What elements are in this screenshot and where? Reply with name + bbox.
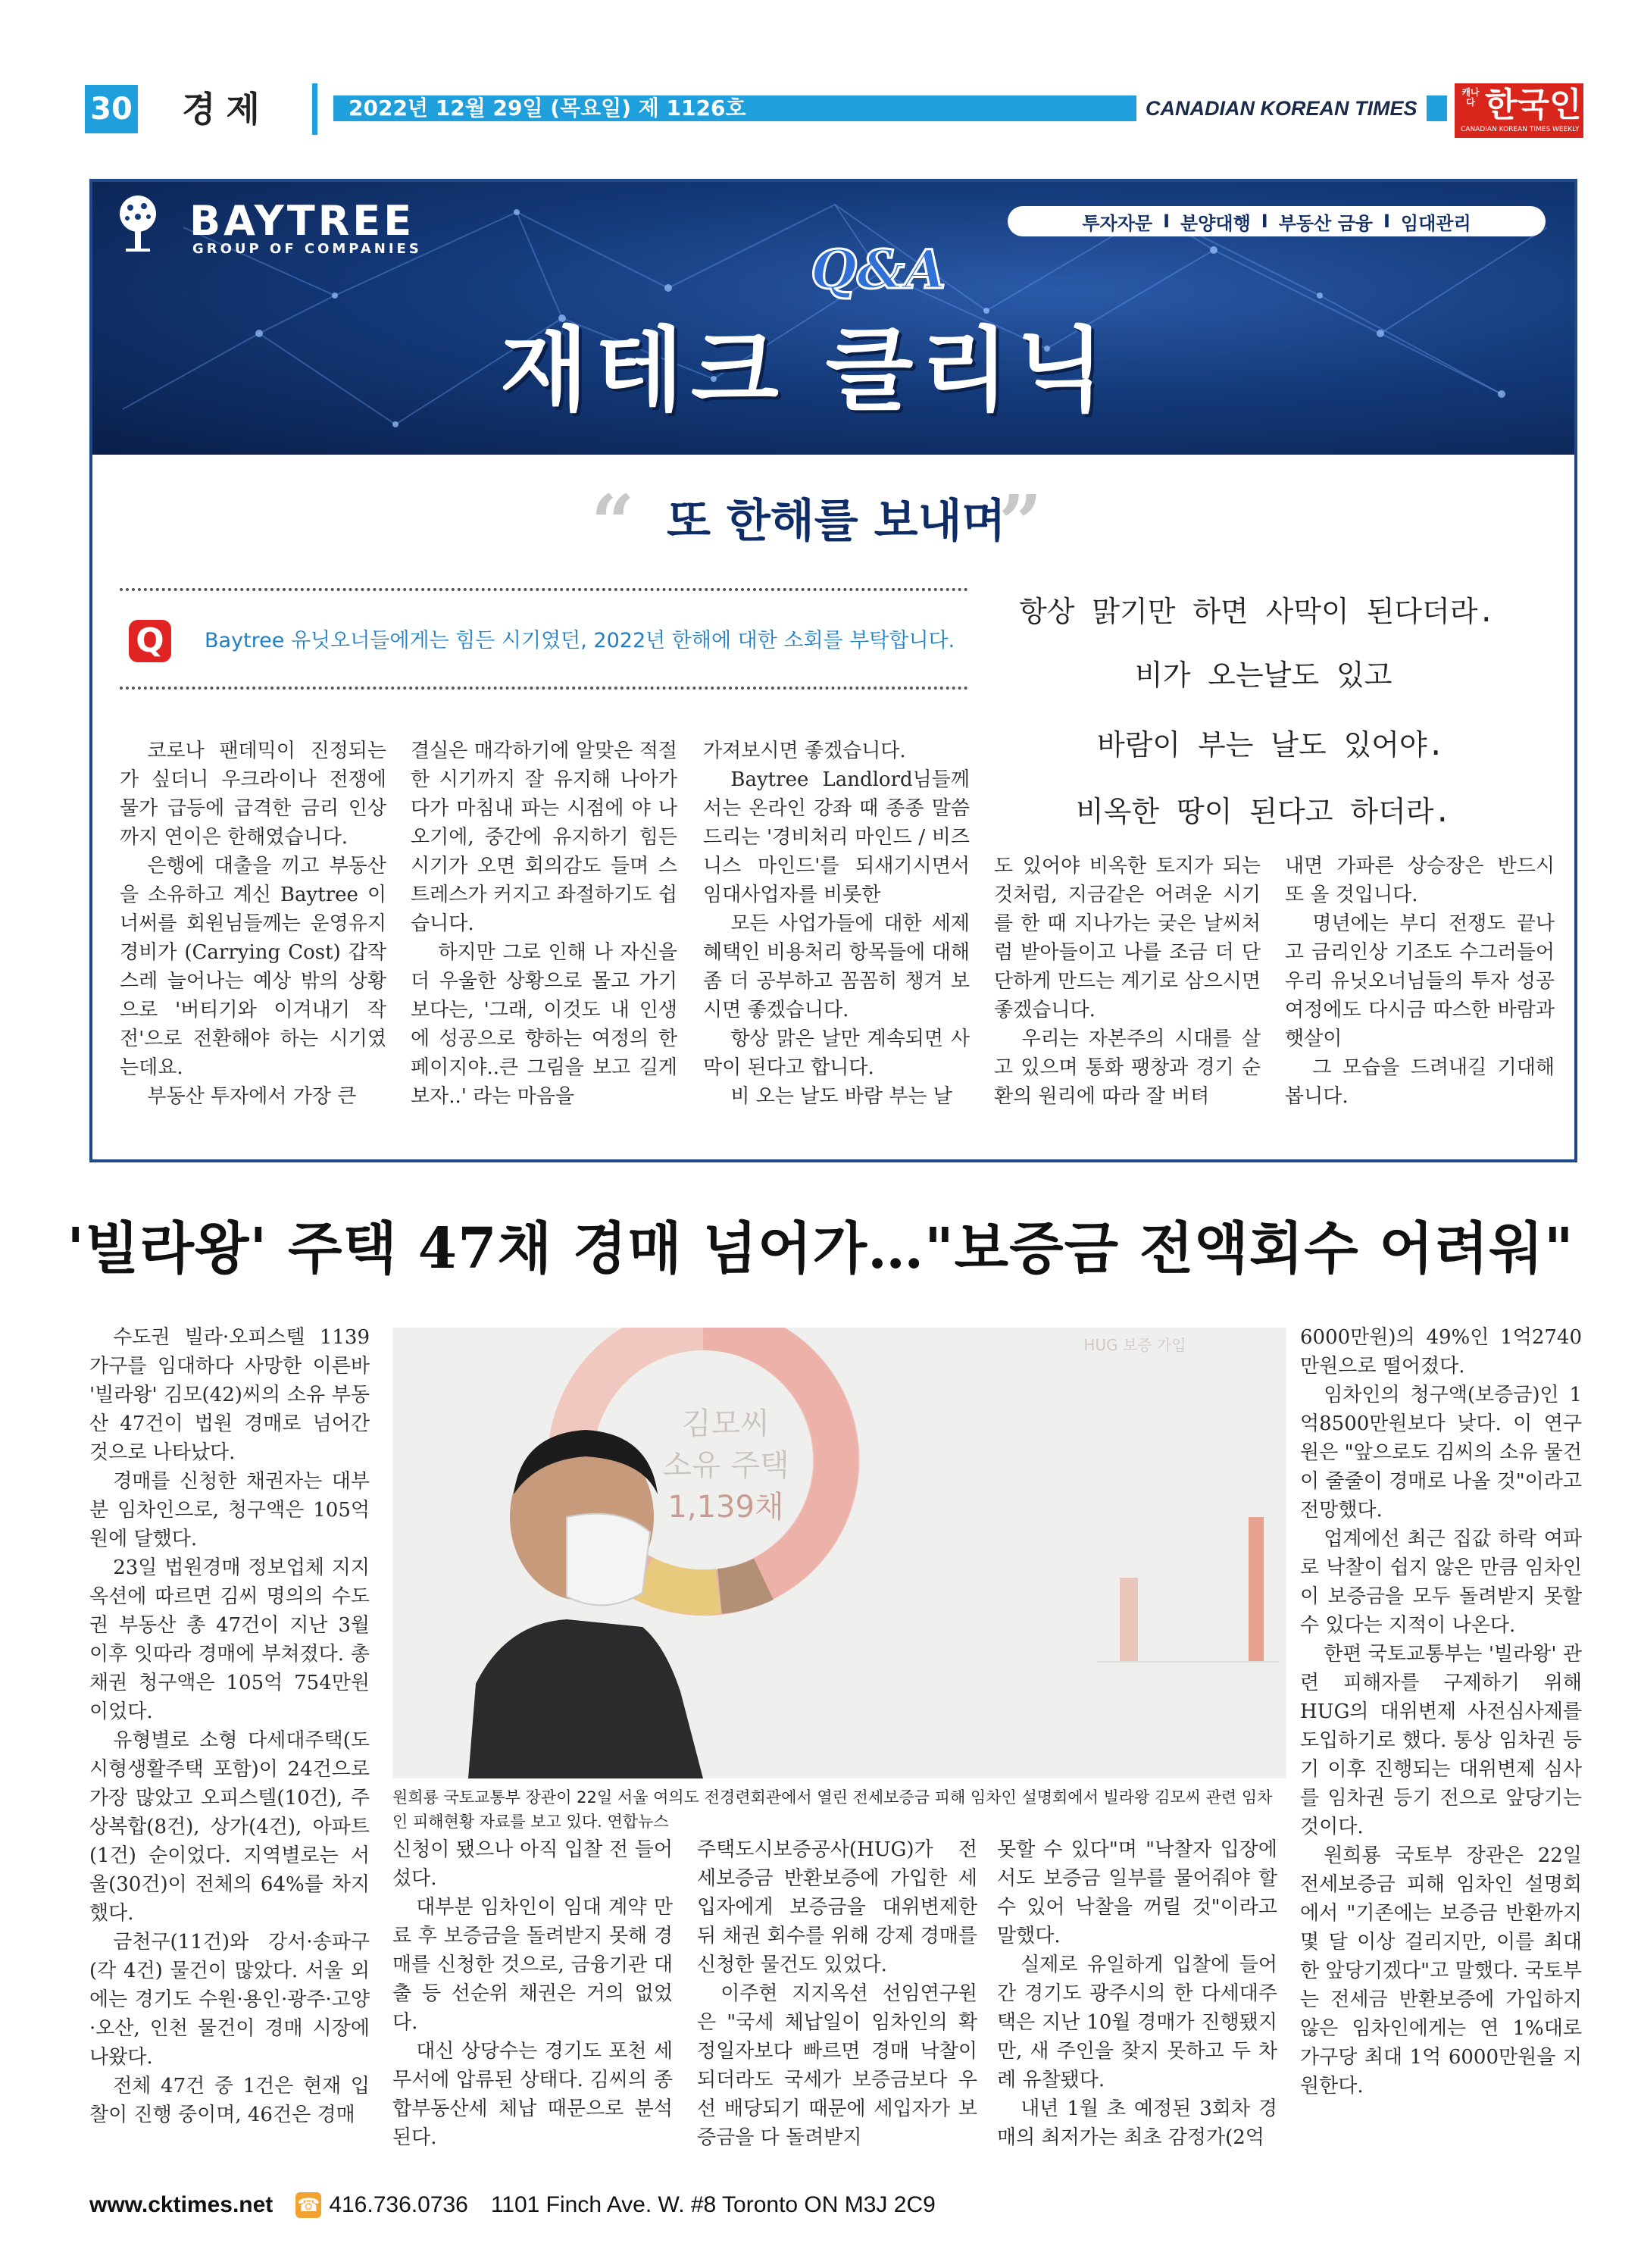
poem-line: 비가 오는날도 있고 [1135, 659, 1393, 692]
paragraph: 주택도시보증공사(HUG)가 전세보증금 반환보증에 가입한 세입자에게 보증금을 대위변제한 뒤 채권 회수를 위해 강제 경매를 신청한 물건도 있었다. [697, 1838, 977, 1976]
paragraph: Baytree Landlord님들께서는 온라인 강좌 때 종종 말씀드리는 '경비처리 마인드 / 비즈니스 마인드'를 되새기시면서 임대사업자를 비롯한 [703, 768, 970, 906]
company-name: BAYTREE [189, 197, 415, 245]
paper-logo-subtext: CANADIAN KOREAN TIMES WEEKLY [1461, 126, 1580, 133]
paper-logo-text: 한국인 [1485, 86, 1582, 124]
poem-line: 비옥한 땅이 된다고 하더라. [1076, 795, 1452, 828]
article-column [1300, 1323, 1582, 2101]
service-separator: I [1163, 211, 1171, 232]
paragraph: 23일 법원경매 정보업체 지지옥션에 따르면 김씨 명의의 수도권 부동산 총 47건이 지난 3월 이후 잇따라 경매에 부쳐졌다. 총 채권 청구액은 105억 754만원이었다. [89, 1556, 370, 1723]
paragraph: 항상 맑은 날만 계속되면 사막이 된다고 합니다. [703, 1028, 970, 1079]
page-number: 30 [85, 85, 138, 133]
website-link[interactable]: www.cktimes.net [89, 2192, 274, 2217]
address: 1101 Finch Ave. W. #8 Toronto ON M3J 2C9 [490, 2192, 936, 2217]
article-photo [392, 1328, 1286, 1778]
paragraph: 모든 사업가들에 대한 세제혜택인 비용처리 항목들에 대해 좀 더 공부하고 꼼꼼히 챙겨 보시면 좋겠습니다. [703, 912, 970, 1021]
phone-group [295, 2190, 468, 2220]
service-item: 투자자문 [1082, 212, 1153, 234]
answer-column [1285, 852, 1555, 1111]
dotted-divider [120, 687, 968, 690]
paragraph: 대부분 임차인이 임대 계약 만료 후 보증금을 돌려받지 못해 경매를 신청한 것으로, 금융기관 대출 등 선순위 채권은 거의 없었다. [392, 1896, 673, 2034]
paragraph: 내년 1월 초 예정된 3회차 경매의 최저가는 최초 감정가(2억 [997, 2098, 1277, 2149]
donut-value: 1,139채 [667, 1490, 784, 1525]
close-quote-icon: ” [999, 478, 1042, 568]
paragraph: 6000만원)의 49%인 1억2740만원으로 떨어졌다. [1300, 1326, 1582, 1378]
paragraph: 결실은 매각하기에 알맞은 적절한 시기까지 잘 유지해 나아가다가 마침내 파는 시점에 야 나오기에, 중간에 유지하기 힘든 시기가 오면 회의감도 들며 스트레스가 커지고 좌절하기도 쉽습니다. [411, 740, 677, 935]
paragraph: 신청이 됐으나 아직 입찰 전 들어섰다. [392, 1838, 673, 1890]
question-text: Baytree 유닛오너들에게는 힘든 시기였던, 2022년 한해에 대한 소회를 부탁합니다. [205, 629, 955, 652]
paragraph: 이주현 지지옥션 선임연구원은 "국세 체납일이 임차인의 확정일자보다 빠르면 경매 낙찰이 되더라도 국세가 보증금보다 우선 배당되기 때문에 세입자가 보증금을 다 돌려받지 [697, 1982, 977, 2149]
paragraph: 우리는 자본주의 시대를 살고 있으며 통화 팽창과 경기 순환의 원리에 따라 잘 버텨 [994, 1028, 1261, 1108]
phone-number: 416.736.0736 [329, 2192, 468, 2217]
section-divider [312, 83, 317, 135]
article-headline: '빌라왕' 주택 47채 경매 넘어가…"보증금 전액회수 어려워" [67, 1216, 1574, 1281]
service-separator: I [1383, 211, 1390, 232]
answer-column [703, 737, 970, 1111]
qa-subheading-text: 또 한해를 보내며 [667, 495, 1006, 548]
poem-line: 항상 맑기만 하면 사막이 된다더라. [1019, 595, 1496, 628]
qa-subheading [591, 491, 1006, 552]
company-subtitle: GROUP OF COMPANIES [192, 241, 422, 257]
phone-icon: ☎ [295, 2192, 321, 2218]
article-column [89, 1323, 370, 2129]
paragraph: 가져보시면 좋겠습니다. [703, 740, 906, 762]
clinic-title: 재테크 클리닉 [500, 318, 1112, 424]
paragraph: 은행에 대출을 끼고 부동산을 소유하고 계신 Baytree 이너써를 회원님들께는 운영유지경비가 (Carrying Cost) 갑작스레 늘어나는 예상 밖의 상황으로 '버티기와 이겨내기 작전'으로 전환해야 하는 시기였는데요. [120, 855, 386, 1079]
photo-caption: 원희룡 국토교통부 장관이 22일 서울 여의도 전경련회관에서 열린 전세보증금 피해 임차인 설명회에서 빌라왕 김모씨 관련 임차인 피해현황 자료를 보고 있다. 연합뉴스 [392, 1788, 1273, 1831]
paper-logo-side: 캐나다 [1461, 87, 1480, 108]
article-column [697, 1835, 977, 2152]
paragraph: 유형별로 소형 다세대주택(도시형생활주택 포함)이 24건으로 가장 많았고 오피스텔(10건), 주상복합(8건), 상가(4건), 아파트(1건) 순이었다. 지역별로는 서울(30건)이 전체의 64%를 차지했다. [89, 1729, 370, 1925]
paper-name: CANADIAN KOREAN TIMES [1136, 95, 1427, 121]
donut-label: 김모씨 [682, 1406, 770, 1441]
paragraph: 업계에선 최근 집값 하락 여파로 낙찰이 쉽지 않은 만큼 임차인이 보증금을 모두 돌려받지 못할 수 있다는 지적이 나온다. [1300, 1528, 1582, 1637]
answer-column [411, 737, 677, 1111]
donut-label: 소유 주택 [662, 1448, 789, 1483]
section-title: 경제 [182, 89, 270, 130]
tree-logo-icon [114, 194, 162, 255]
paragraph: 그 모습을 드려내길 기대해 봅니다. [1285, 1056, 1555, 1108]
qa-mark: Q&A [811, 238, 946, 301]
dotted-divider [120, 588, 968, 591]
paragraph: 명년에는 부디 전쟁도 끝나고 금리인상 기조도 수그러들어 우리 유닛오너님들의 투자 성공여정에도 다시금 따스한 바람과 햇살이 [1285, 912, 1555, 1050]
paragraph: 실제로 유일하게 입찰에 들어간 경기도 광주시의 한 다세대주택은 지난 10월 경매가 진행됐지만, 새 주인을 찾지 못하고 두 차례 유찰됐다. [997, 1954, 1277, 2091]
chart-top-label: HUG 보증 가입 [1083, 1336, 1186, 1354]
paragraph: 코로나 팬데믹이 진정되는가 싶더니 우크라이나 전쟁에 물가 급등에 급격한 금리 인상까지 연이은 한해였습니다. [120, 740, 386, 849]
paragraph: 전체 47건 중 1건은 현재 입찰이 진행 중이며, 46건은 경매 [89, 2075, 370, 2126]
paragraph: 경매를 신청한 채권자는 대부분 임차인으로, 청구액은 105억원에 달했다. [89, 1470, 370, 1550]
paragraph: 내면 가파른 상승장은 반드시 또 올 것입니다. [1285, 855, 1555, 906]
article-column [997, 1835, 1277, 2152]
paragraph: 부동산 투자에서 가장 큰 [147, 1085, 357, 1108]
service-item: 분양대행 [1180, 212, 1251, 234]
paragraph: 원희룡 국토부 장관은 22일 전세보증금 피해 임차인 설명회에서 "기존에는 보증금 반환까지 몇 달 이상 걸리지만, 이를 최대한 앞당기겠다"고 말했다. 국토부는 전세금 반환보증에 가입하지 않은 임차인에게는 연 1%대로 가구당 최대 1억 6000만원을 지원한다. [1300, 1844, 1582, 2098]
footer [89, 2190, 936, 2220]
open-quote-icon: “ [591, 478, 635, 568]
service-separator: I [1261, 211, 1268, 232]
answer-column [994, 852, 1261, 1111]
paragraph: 비 오는 날도 바람 부는 날 [730, 1085, 952, 1108]
paragraph: 도 있어야 비옥한 토지가 되는 것처럼, 지금같은 어려운 시기를 한 때 지나가는 궂은 날씨처럼 받아들이고 나를 조금 더 단단하게 만드는 계기로 삼으시면 좋겠습니다. [994, 855, 1261, 1021]
paragraph: 하지만 그로 인해 나 자신을 더 우울한 상황으로 몰고 가기보다는, '그래, 이것도 내 인생에 성공으로 향하는 여정의 한 페이지야..큰 그림을 보고 길게 보자..' 라는 마음을 [411, 941, 677, 1108]
service-item: 부동산 금융 [1278, 212, 1373, 234]
paragraph: 대신 상당수는 경기도 포천 세무서에 압류된 상태다. 김씨의 종합부동산세 체납 때문으로 분석된다. [392, 2040, 673, 2149]
poem-line: 바람이 부는 날도 있어야. [1097, 728, 1445, 762]
paragraph: 임차인의 청구액(보증금)인 1억8500만원보다 낮다. 이 연구원은 "앞으로도 김씨의 소유 물건이 줄줄이 경매로 나올 것"이라고 전망했다. [1300, 1384, 1582, 1522]
question-icon: Q [129, 620, 171, 662]
paragraph: 한편 국토교통부는 '빌라왕' 관련 피해자를 구제하기 위해 HUG의 대위변제 사전심사제를 도입하기로 했다. 통상 임차권 등기 이후 진행되는 대위변제 심사를 임차권 등기 전으로 앞당기는 것이다. [1300, 1643, 1582, 1838]
answer-column [120, 737, 386, 1111]
service-list [1008, 206, 1546, 236]
paragraph: 수도권 빌라·오피스텔 1139가구를 임대하다 사망한 이른바 '빌라왕' 김모(42)씨의 소유 부동산 47건이 법원 경매로 넘어간 것으로 나타났다. [89, 1326, 370, 1464]
paragraph: 금천구(11건)와 강서·송파구(각 4건) 물건이 많았다. 서울 외에는 경기도 수원·용인·광주·고양·오산, 인천 물건이 경매 시장에 나왔다. [89, 1931, 370, 2069]
issue-date: 2022년 12월 29일 (목요일) 제 1126호 [349, 95, 746, 120]
photo-illustration [392, 1328, 1286, 1778]
service-item: 임대관리 [1400, 212, 1471, 234]
paragraph: 못할 수 있다"며 "낙찰자 입장에서도 보증금 일부를 물어줘야 할 수 있어 낙찰을 꺼릴 것"이라고 말했다. [997, 1838, 1277, 1947]
article-column [392, 1835, 673, 2152]
